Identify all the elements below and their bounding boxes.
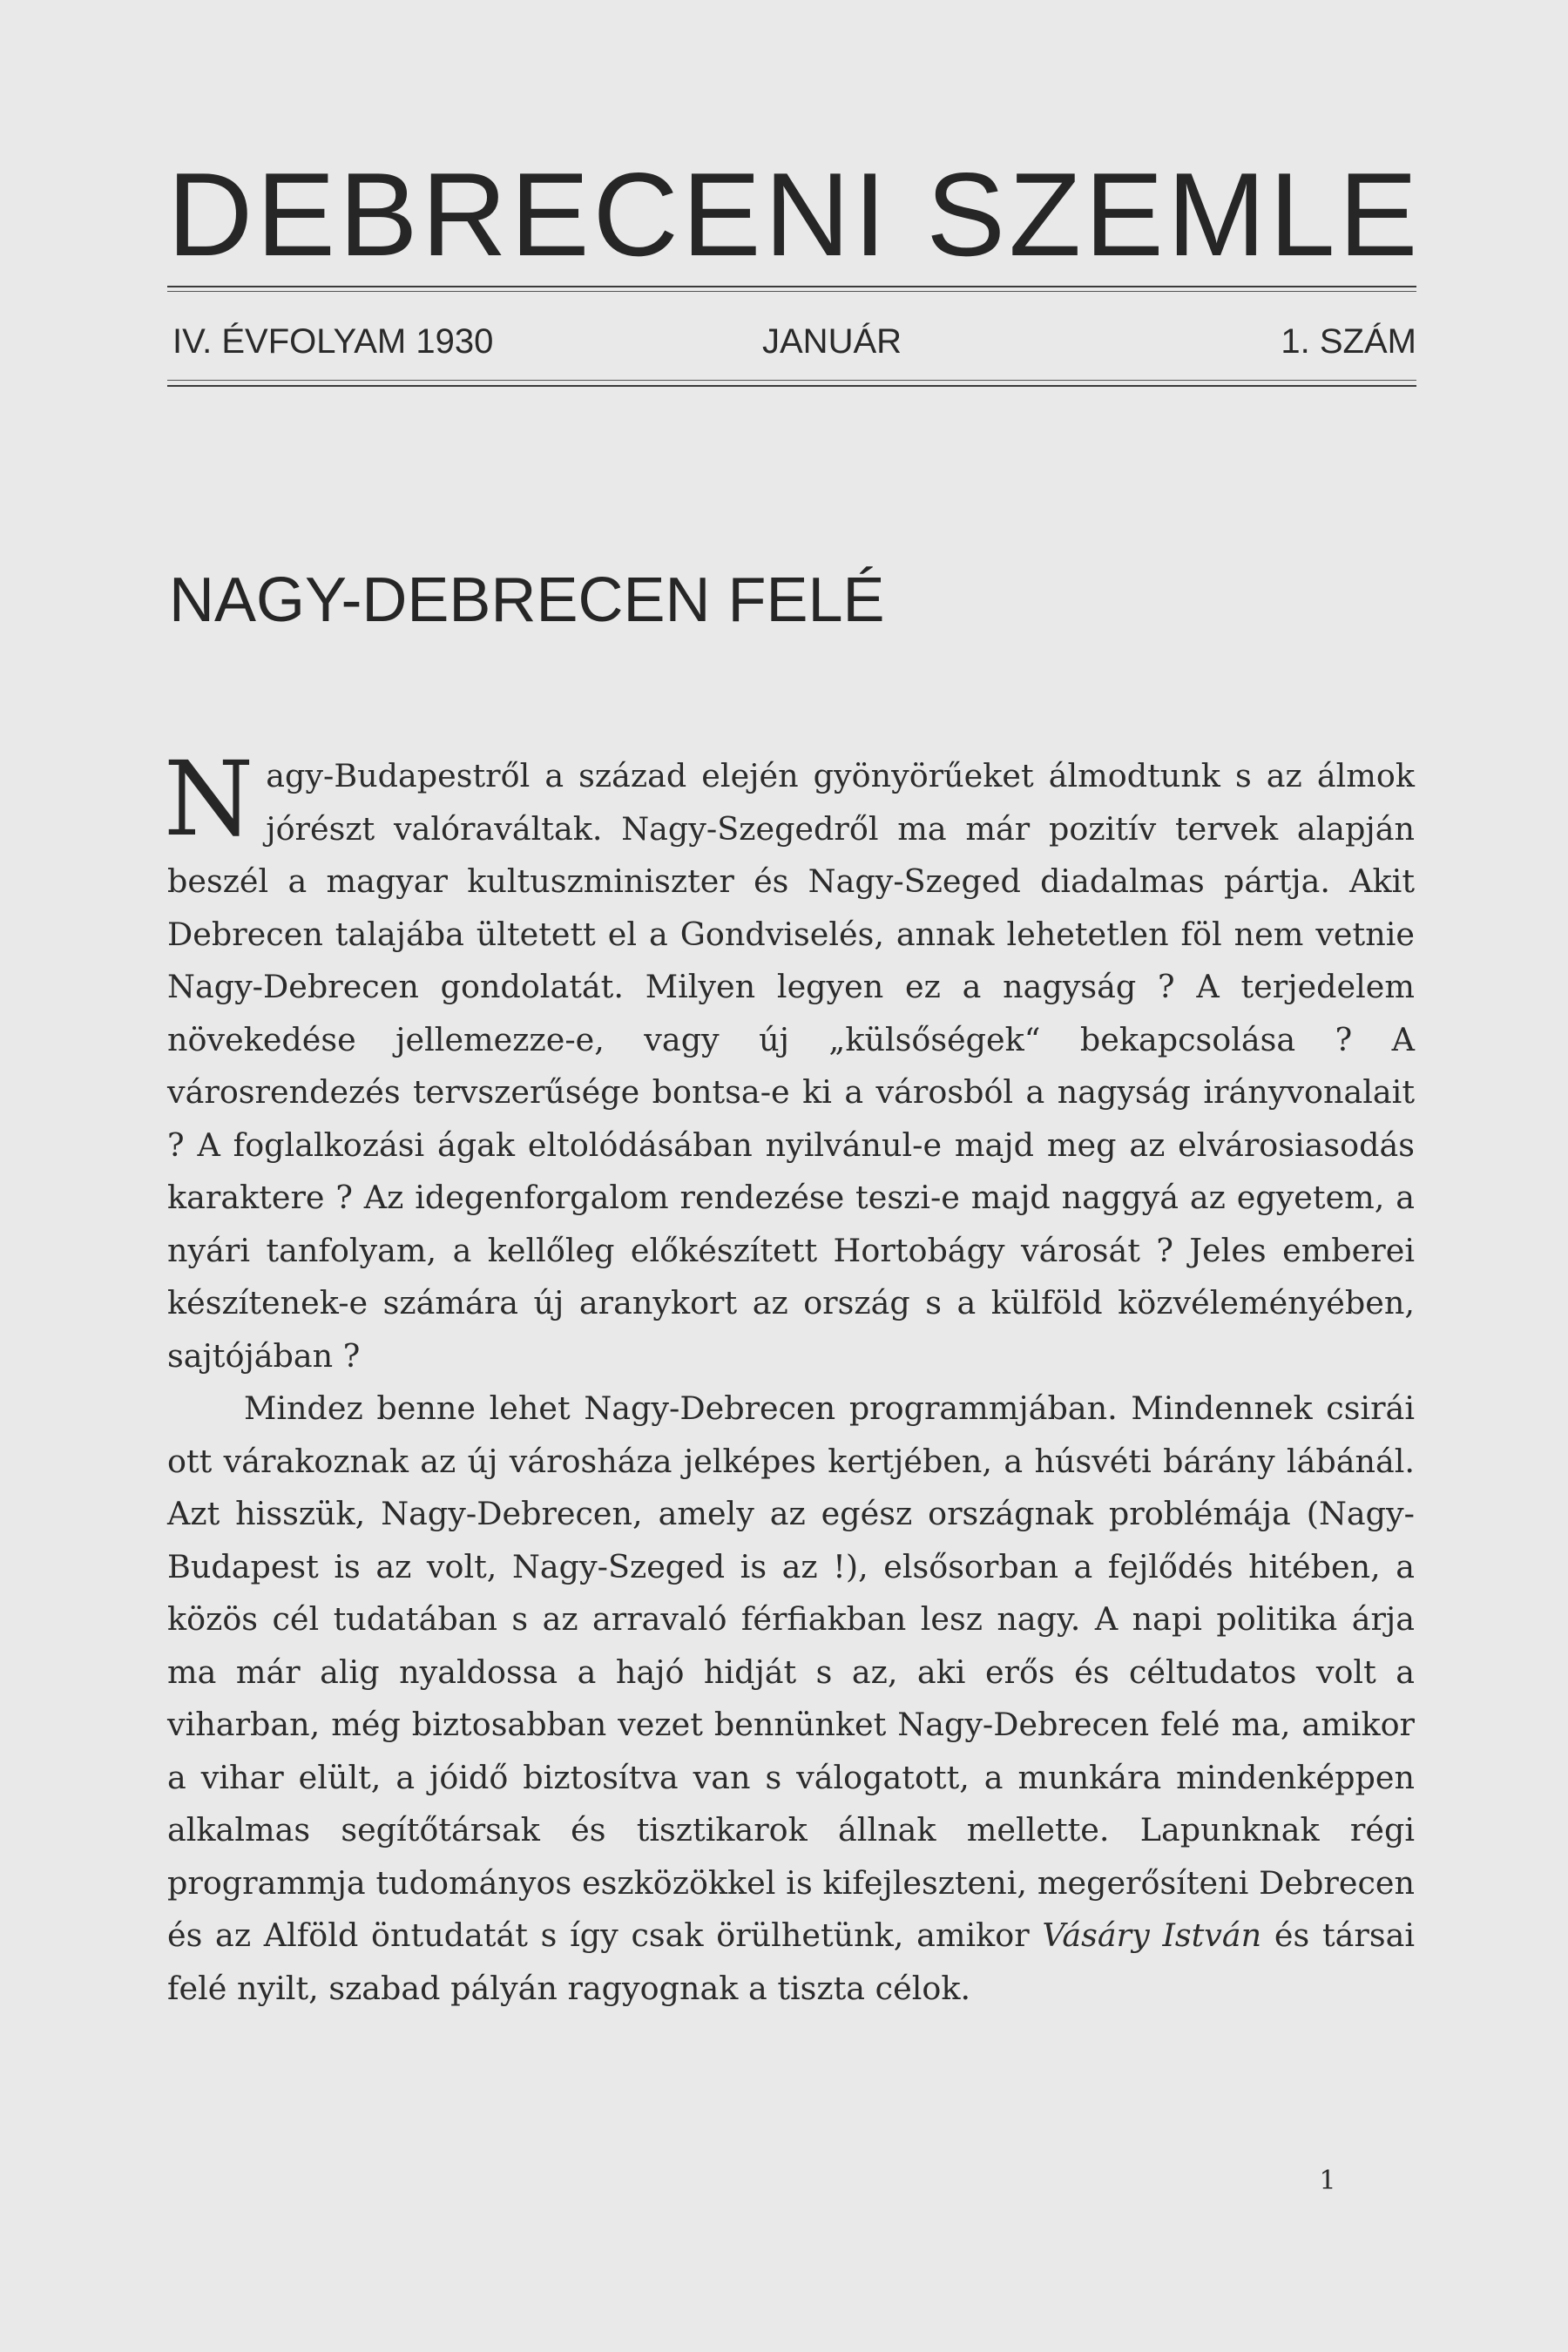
article-paragraph-2 <box>167 1382 1415 2015</box>
masthead-rule-bottom-1 <box>167 380 1416 381</box>
paragraph-1-text: agy-Budapestről a század elején gyönyörűeket álmodtunk s az álmok jórészt valóraváltak. Nagy-Szegedről ma már pozitív tervek alapján beszél a magyar kultuszminiszter és Nagy-Szeged diadalmas pártja. Akit Debrecen talajába ültetett el a Gondviselés, annak lehetetlen föl nem vetnie Nagy-Debrecen gondolatát. Milyen legyen ez a nagyság ? A terjedelem növekedése jellemezze-e, vagy új „külsőségek“ bekapcsolása ? A városrendezés tervszerűsége bontsa-e ki a városból a nagyság irányvonalait ? A foglalkozási ágak eltolódásában nyilvánul-e majd meg az elvárosiasodás karaktere ? Az idegenforgalom rendezése teszi-e majd naggyá az egyetem, a nyári tanfolyam, a kellőleg előkészített Hortobágy városát ? Jeles emberei készítenek-e számára új aranykort az ország s a külföld közvéleményében, sajtójában ? <box>167 757 1415 1375</box>
paragraph-2-text-start: Mindez benne lehet Nagy-Debrecen programmjában. Mindennek csirái ott várakoznak az új városháza jelképes kertjében, a húsvéti bárány lábánál. Azt hisszük, Nagy-Debrecen, amely az egész országnak problémája (Nagy-Budapest is az volt, Nagy-Szeged is az !), elsősorban a fejlődés hitében, a közös cél tudatában s az arravaló férfiakban lesz nagy. A napi politika árja ma már alig nyaldossa a hajó hidját s az, aki erős és céltudatos volt a viharban, még biztosabban vezet bennünket Nagy-Debrecen felé ma, amikor a vihar elült, a jóidő biztosítva van s válogatott, a munkára mindenképpen alkalmas segítőtársak és tisztikarok állnak mellette. Lapunknak régi programmja tudományos eszközökkel is kifejleszteni, megerősíteni Debrecen és az Alföld öntudatát s így csak örülhetünk, amikor <box>167 1389 1415 1954</box>
masthead-rule-bottom-2 <box>167 385 1416 387</box>
issue-number: 1. SZÁM <box>1281 322 1416 361</box>
page-number: 1 <box>1319 2166 1336 2196</box>
article-body <box>164 739 1416 2109</box>
paragraph-2-text-end: és társai felé nyilt, szabad pályán ragyognak a tiszta célok. <box>167 1916 1416 2007</box>
journal-title: DEBRECENI SZEMLE <box>167 148 1422 280</box>
author-name-italic: Vásáry István <box>1042 1916 1262 1954</box>
volume-year: IV. ÉVFOLYAM 1930 <box>172 322 494 361</box>
article-paragraph-1 <box>164 739 1415 1382</box>
drop-cap: N <box>164 739 254 859</box>
masthead-rule-top-1 <box>167 286 1416 287</box>
article-title: NAGY-DEBRECEN FELÉ <box>169 565 885 635</box>
issue-month: JANUÁR <box>762 322 902 361</box>
issue-info-line <box>167 315 1416 368</box>
masthead-rule-top-2 <box>167 291 1416 292</box>
